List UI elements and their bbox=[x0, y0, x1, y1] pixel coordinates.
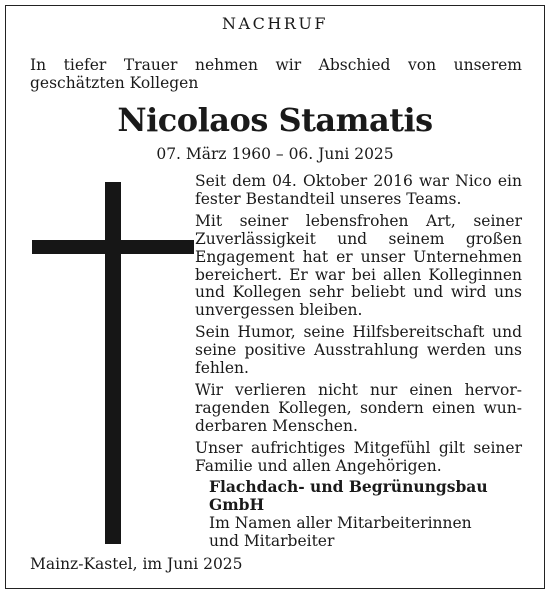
obituary-body bbox=[195, 173, 522, 480]
body-paragraph: Sein Humor, seine Hilfsbereitschaft und seine positive Ausstrahlung werden uns fehlen. bbox=[195, 323, 522, 378]
signature-line: und Mitarbeiter bbox=[209, 532, 335, 550]
body-paragraph: Unser aufrichtiges Mitgefühl gilt seiner Familie und allen Angehörigen. bbox=[195, 438, 522, 475]
company-name: Flachdach- und Begrünungsbau GmbH bbox=[209, 477, 488, 514]
intro-text: In tiefer Trauer nehmen wir Abschied von unserem geschätzten Kollegen bbox=[30, 56, 522, 92]
body-paragraph: Wir verlieren nicht nur einen hervorragenden Kollegen, sondern einen wunderbaren Menschen. bbox=[195, 380, 522, 435]
company-signature bbox=[209, 478, 529, 550]
cross-vertical-beam bbox=[105, 182, 121, 544]
body-paragraph: Seit dem 04. Oktober 2016 war Nico ein fester Bestandteil unseres Teams. bbox=[195, 172, 522, 208]
body-paragraph: Mit seiner lebensfrohen Art, seiner Zuverlässigkeit und seinem großen Engagement hat er unser Unternehmen bereichert. Er war bei allen Kolleginnen und Kollegen sehr beliebt und wird uns unvergessen bleiben. bbox=[195, 211, 522, 320]
signature-line: Im Namen aller Mitarbeiterinnen bbox=[209, 514, 472, 532]
deceased-name: Nicolaos Stamatis bbox=[117, 101, 433, 139]
obituary-heading: NACHRUF bbox=[222, 14, 328, 33]
cross-horizontal-beam bbox=[32, 240, 194, 254]
cross-icon bbox=[32, 182, 194, 544]
life-dates: 07. März 1960 – 06. Juni 2025 bbox=[156, 145, 394, 163]
place-date: Mainz-Kastel, im Juni 2025 bbox=[30, 555, 243, 573]
